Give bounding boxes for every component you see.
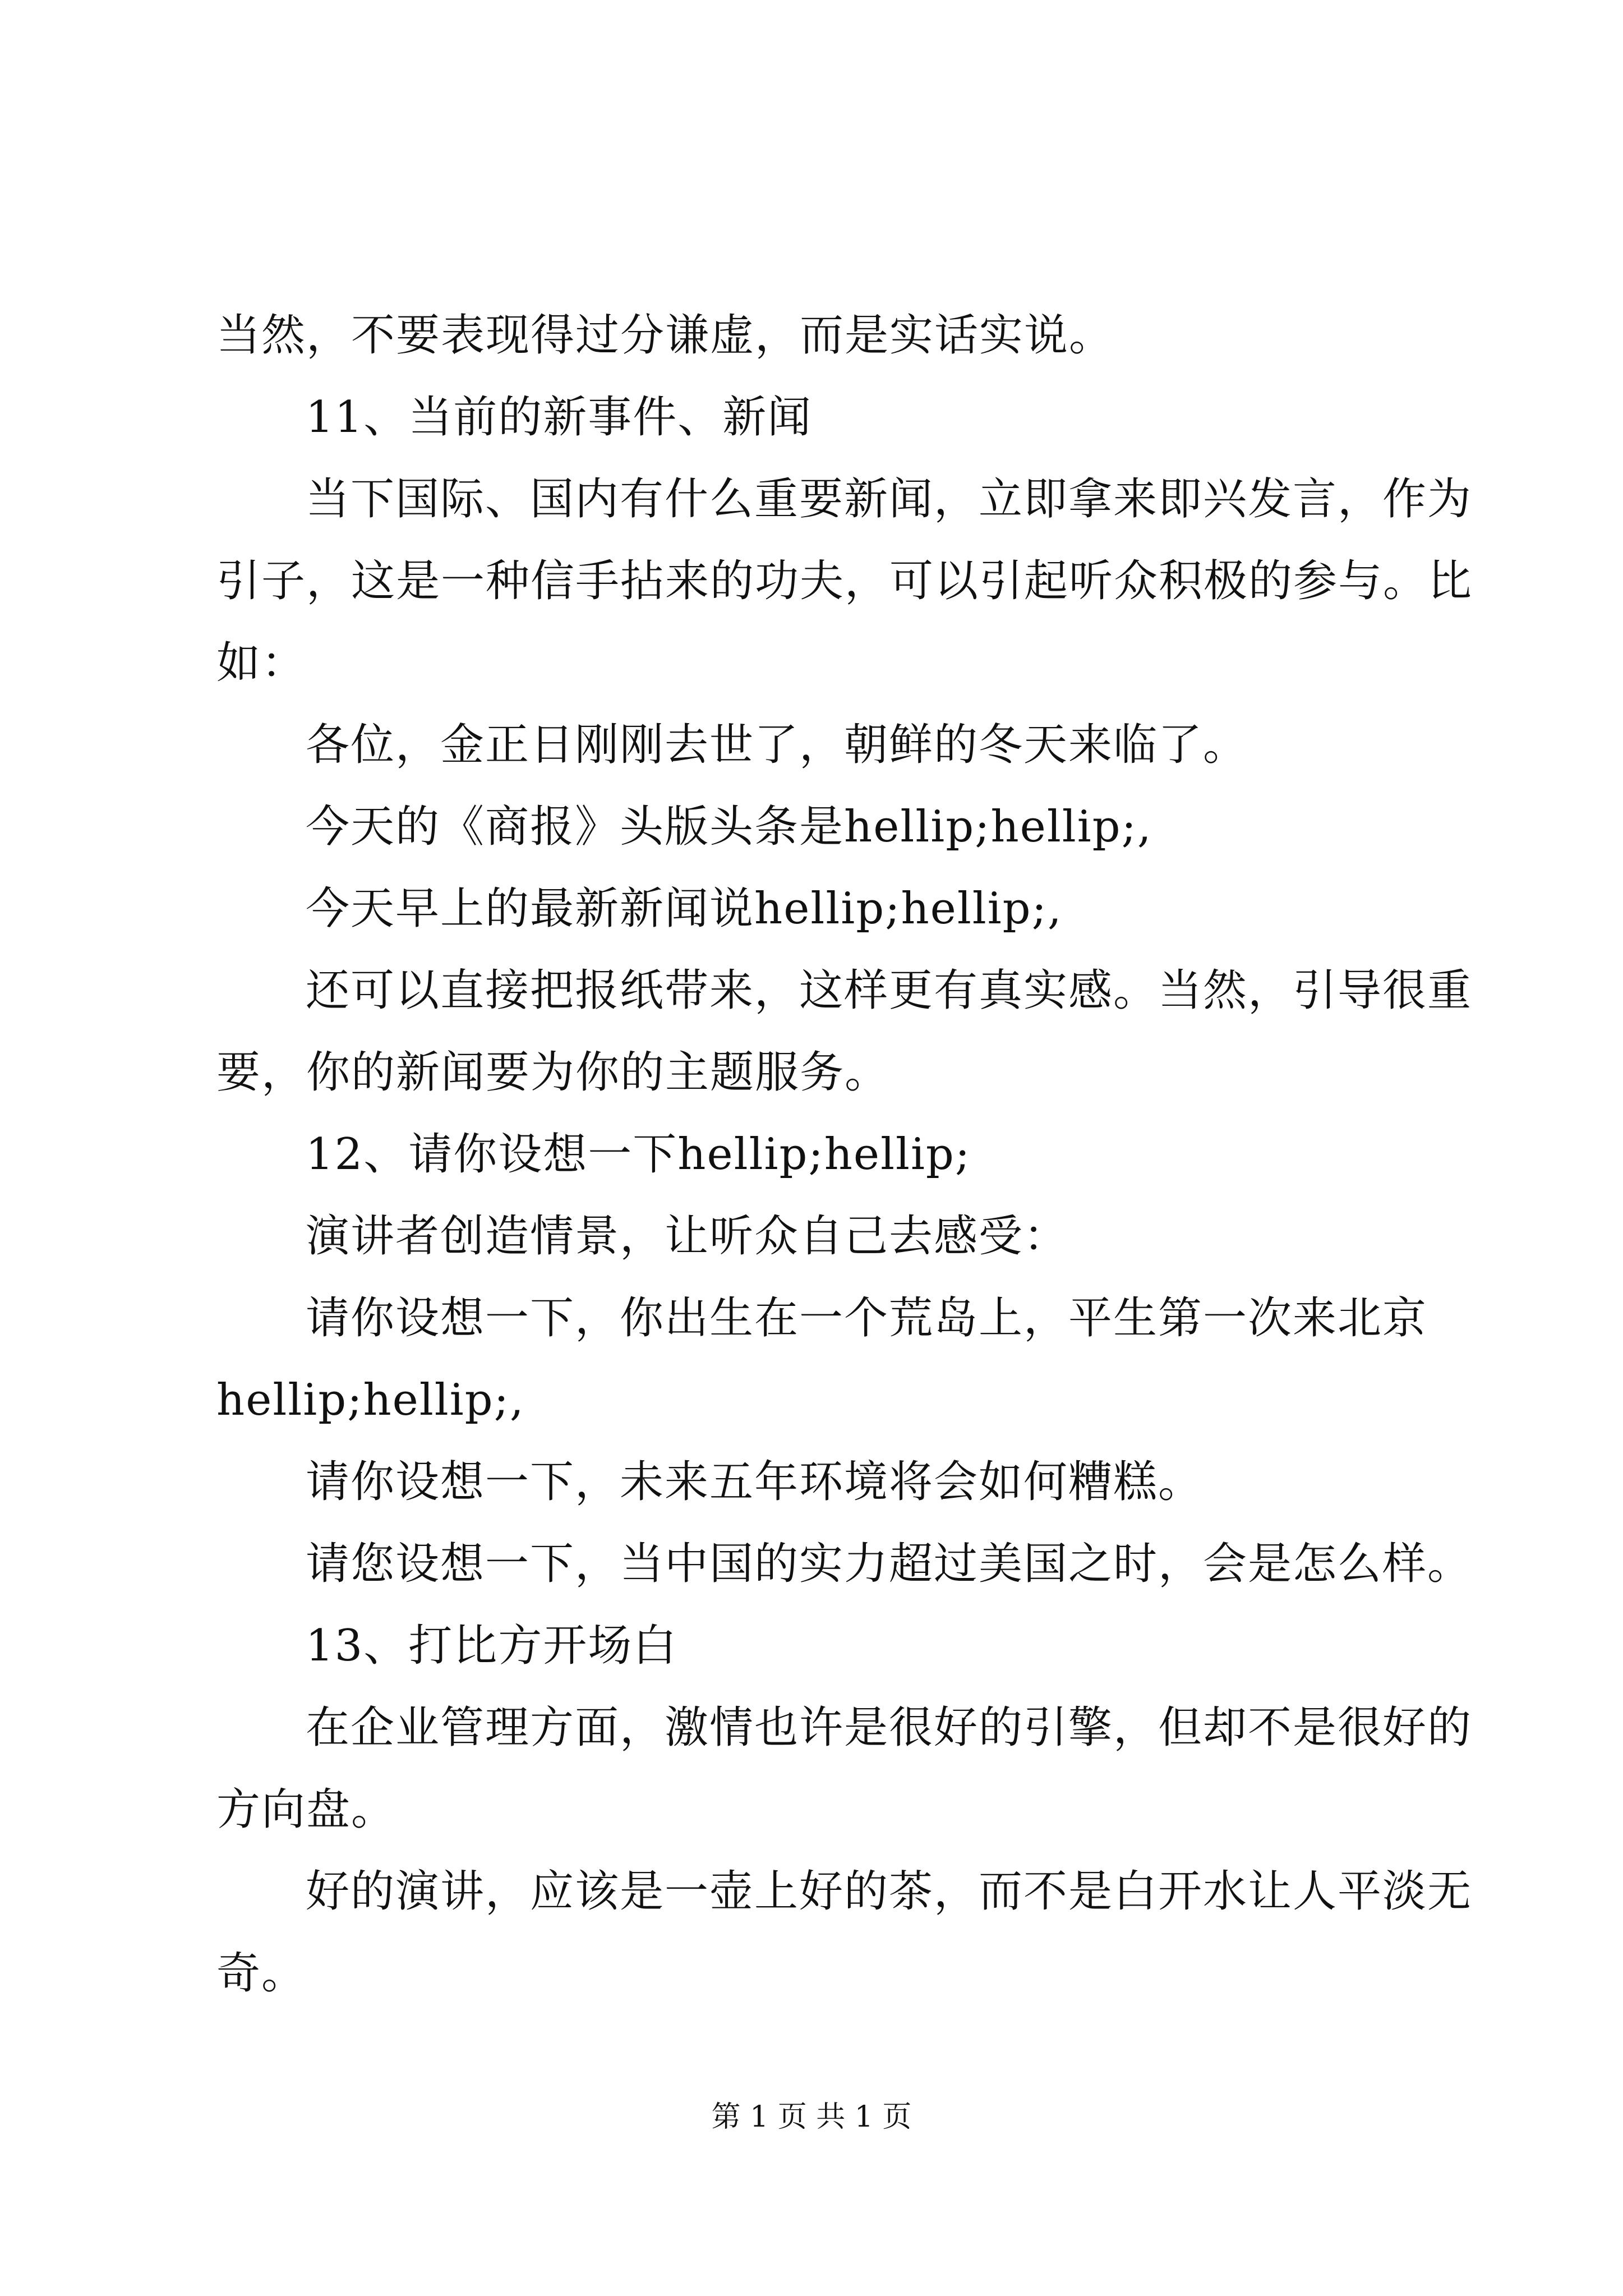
- text-line: 好的演讲，应该是一壶上好的茶，而不是白开水让人平淡无: [306, 1866, 1473, 1917]
- text-line: 今天的《商报》头版头条是hellip;hellip;,: [306, 802, 1152, 852]
- text-line: 当然，不要表现得过分谦虚，而是实话实说。: [216, 310, 1114, 361]
- text-line: 要，你的新闻要为你的主题服务。: [216, 1047, 890, 1098]
- section-heading-11: 11、当前的新事件、新闻: [306, 392, 813, 443]
- section-heading-13: 13、打比方开场白: [306, 1621, 678, 1671]
- text-line: 在企业管理方面，激情也许是很好的引擎，但却不是很好的: [306, 1703, 1473, 1753]
- text-line: 如：: [216, 638, 307, 688]
- text-line: 方向盘。: [216, 1784, 396, 1835]
- text-line: hellip;hellip;,: [216, 1375, 525, 1425]
- page-footer: 第 1 页 共 1 页: [711, 2100, 912, 2134]
- text-line: 引子，这是一种信手拈来的功夫，可以引起听众积极的参与。比: [216, 556, 1473, 606]
- text-line: 各位，金正日刚刚去世了，朝鲜的冬天来临了。: [306, 720, 1248, 770]
- text-line: 请你设想一下，你出生在一个荒岛上，平生第一次来北京: [306, 1293, 1428, 1343]
- text-line: 请您设想一下，当中国的实力超过美国之时，会是怎么样。: [306, 1539, 1473, 1589]
- text-line: 当下国际、国内有什么重要新闻，立即拿来即兴发言，作为: [306, 474, 1473, 524]
- text-line: 奇。: [216, 1948, 307, 1999]
- text-line: 演讲者创造情景，让听众自己去感受：: [306, 1211, 1069, 1262]
- text-line: 今天早上的最新新闻说hellip;hellip;,: [306, 884, 1063, 934]
- text-line: 还可以直接把报纸带来，这样更有真实感。当然，引导很重: [306, 965, 1473, 1016]
- text-line: 请你设想一下，未来五年环境将会如何糟糕。: [306, 1457, 1204, 1507]
- section-heading-12: 12、请你设想一下hellip;hellip;: [306, 1129, 971, 1180]
